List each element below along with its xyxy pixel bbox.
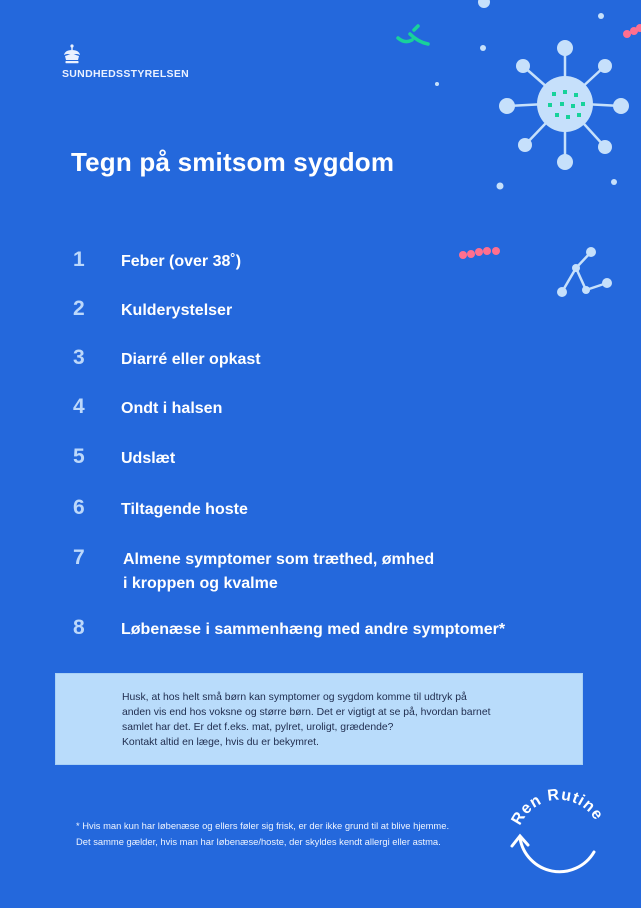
symptom-number: 6 bbox=[73, 496, 85, 519]
symptom-text: Almene symptomer som træthed, ømhed bbox=[123, 551, 435, 568]
symptom-number: 1 bbox=[73, 248, 85, 271]
symptom-text: Diarré eller opkast bbox=[121, 351, 261, 368]
symptom-number: 3 bbox=[73, 346, 85, 369]
footnote-line: * Hvis man kun har løbenæse og ellers føler sig frisk, er der ikke grund til at blive hjemme. bbox=[76, 820, 450, 831]
symptom-text: Ondt i halsen bbox=[121, 400, 223, 417]
symptom-text: Feber (over 38˚) bbox=[121, 253, 242, 270]
symptom-text-continued: i kroppen og kvalme bbox=[123, 575, 278, 592]
page-title: Tegn på smitsom sygdom bbox=[71, 147, 395, 177]
badge-text: Ren Rutine bbox=[508, 786, 607, 828]
symptom-number: 2 bbox=[73, 297, 85, 320]
note-line: Husk, at hos helt små børn kan symptomer og sygdom komme til udtryk på bbox=[122, 692, 467, 703]
symptom-text: Løbenæse i sammenhæng med andre symptomer* bbox=[121, 621, 506, 638]
svg-text:Ren Rutine bbox=[508, 786, 606, 827]
note-line: samlet har det. Er det f.eks. mat, pylret, uroligt, grædende? bbox=[122, 722, 394, 733]
note-line: anden vis end hos voksne og større børn. Det er vigtigt at se på, hvordan barnet bbox=[122, 707, 491, 718]
symptom-text: Tiltagende hoste bbox=[121, 501, 248, 518]
symptom-number: 4 bbox=[73, 395, 85, 418]
brand-name: SUNDHEDSSTYRELSEN bbox=[62, 68, 190, 80]
note-line: Kontakt altid en læge, hvis du er bekymret. bbox=[122, 737, 319, 748]
symptom-number: 7 bbox=[73, 546, 85, 569]
symptom-number: 8 bbox=[73, 616, 85, 639]
footnote-line: Det samme gælder, hvis man har løbenæse/hoste, der skyldes kendt allergi eller astma. bbox=[76, 836, 441, 847]
symptom-number: 5 bbox=[73, 445, 85, 468]
symptom-text: Udslæt bbox=[121, 450, 176, 467]
symptom-text: Kulderystelser bbox=[121, 302, 233, 319]
